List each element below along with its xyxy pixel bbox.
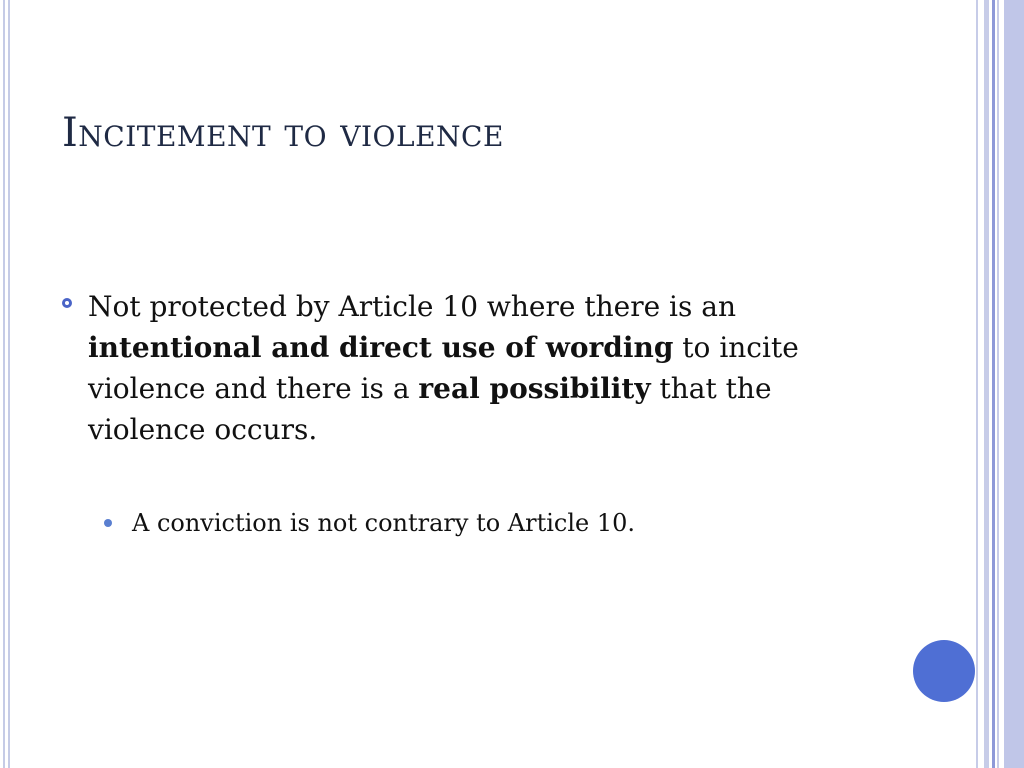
left-border-line	[3, 0, 5, 768]
slide-title: Incitement to violence	[62, 110, 504, 156]
bullet-text-part-1: Not protected by Article 10 where there is an	[88, 290, 737, 323]
right-stripe-2	[984, 0, 989, 768]
bullet-bold-phrase-1: intentional and direct use of wording	[88, 331, 674, 364]
right-stripe-3	[992, 0, 995, 768]
right-stripe-4	[997, 0, 999, 768]
bullet-text-part-2: to incite violence and there is a	[88, 331, 799, 405]
left-border-line-inner	[8, 0, 10, 768]
bullet-text-part-3: that the violence occurs.	[88, 372, 772, 446]
bullet-item	[62, 286, 842, 450]
sub-bullet-item	[104, 506, 804, 540]
sub-bullet-text: A conviction is not contrary to Article 10.	[132, 509, 636, 537]
bullet-bold-phrase-2: real possibility	[418, 372, 651, 405]
right-stripe-band	[1004, 0, 1024, 768]
right-stripe-1	[976, 0, 978, 768]
ring-bullet-icon	[62, 298, 72, 308]
dot-bullet-icon	[104, 519, 112, 527]
bullet-text	[88, 286, 842, 450]
decorative-circle	[913, 640, 975, 702]
